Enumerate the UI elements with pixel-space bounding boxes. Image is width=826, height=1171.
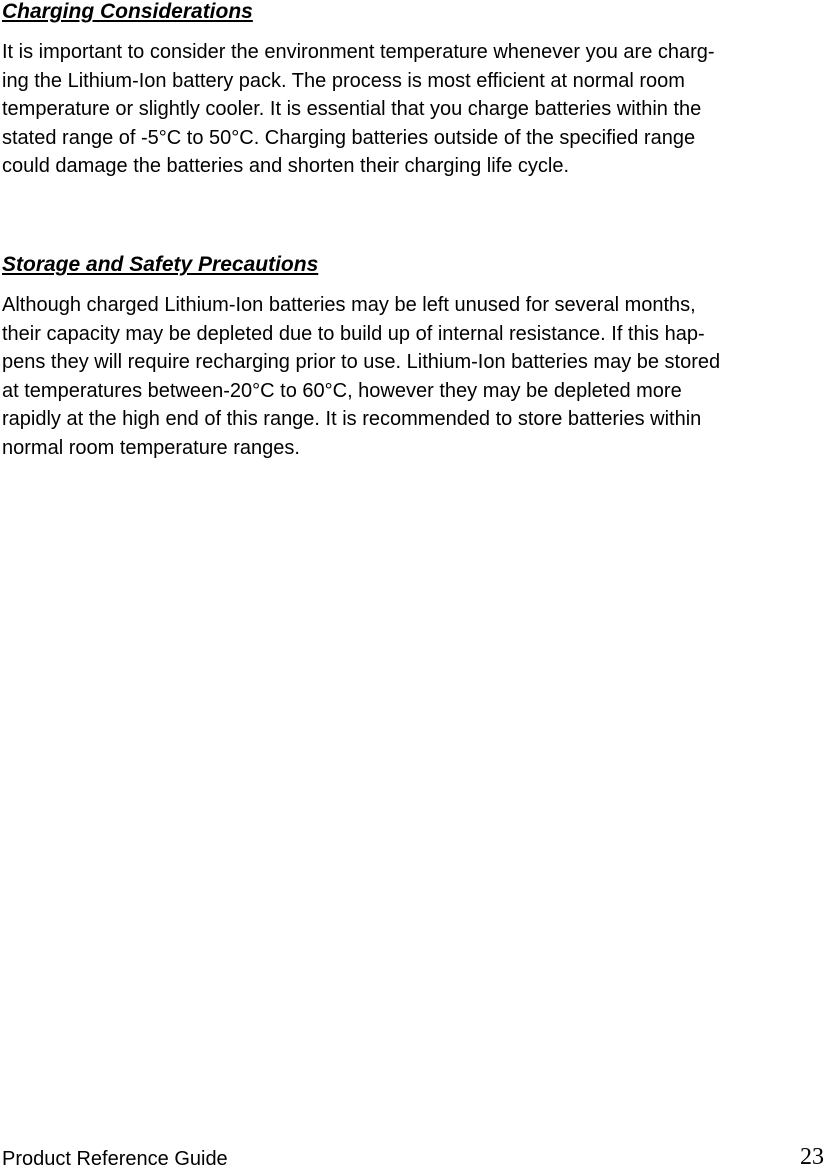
paragraph-line: their capacity may be depleted due to build up of internal resistance. If this hap- (2, 322, 705, 345)
paragraph-line: could damage the batteries and shorten their charging life cycle. (2, 155, 570, 178)
paragraph-line: at temperatures between-20°C to 60°C, however they may be depleted more (2, 379, 682, 402)
paragraph-line: normal room temperature ranges. (2, 436, 300, 459)
section-heading: Storage and Safety Precautions (2, 253, 319, 276)
section-heading: Charging Considerations (2, 0, 253, 23)
paragraph-line: Although charged Lithium-Ion batteries may be left unused for several months, (2, 294, 696, 316)
paragraph-line: pens they will require recharging prior to use. Lithium-Ion batteries may be stored (2, 351, 721, 374)
paragraph-line: stated range of -5°C to 50°C. Charging batteries outside of the specified range (2, 126, 696, 149)
paragraph-line: rapidly at the high end of this range. It is recommended to store batteries within (2, 408, 702, 431)
footer-document-title: Product Reference Guide (2, 1148, 228, 1170)
paragraph-line: It is important to consider the environment temperature whenever you are charg- (2, 41, 715, 63)
section-charging-considerations (2, 0, 817, 181)
paragraph-line: temperature or slightly cooler. It is essential that you charge batteries within the (2, 98, 702, 121)
section-paragraph (2, 291, 817, 463)
section-storage-safety (2, 253, 817, 463)
paragraph-line: ing the Lithium-Ion battery pack. The process is most efficient at normal room (2, 69, 685, 92)
section-paragraph (2, 38, 817, 181)
footer-page-number: 23 (800, 1144, 824, 1170)
